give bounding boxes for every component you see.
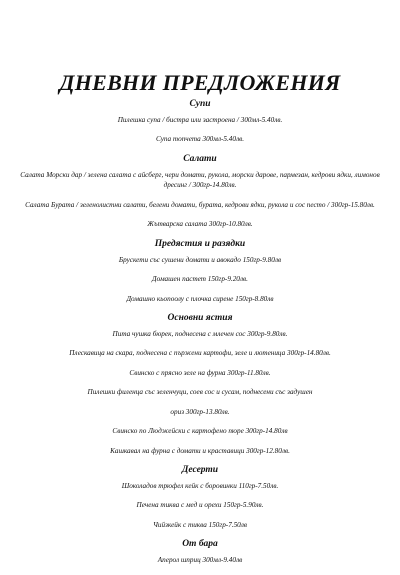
section-heading-mains: Основни ястия bbox=[167, 312, 233, 323]
menu-content bbox=[16, 99, 384, 575]
menu-item: Салата Морски дар / зелена салата с айсберг, чери домати, рукола, морски дарове, пармезан, кедрови ядки, лимонов дресинг / 300гр-14.80лв. bbox=[20, 170, 380, 190]
menu-item: Свинско с прясно зеле на фурна 300гр-11.80лв. bbox=[129, 368, 271, 377]
menu-item: Домашен пастет 150гр-9.20лв. bbox=[152, 275, 248, 284]
page-title: ДНЕВНИ ПРЕДЛОЖЕНИЯ bbox=[59, 70, 341, 95]
menu-item: Чийзкейк с тиква 150гр-7.50лв bbox=[152, 520, 248, 529]
section-heading-appetizers: Предястия и разядки bbox=[154, 238, 246, 249]
menu-item: Жътварска салата 300гр-10.80лв. bbox=[147, 220, 253, 229]
menu-item: ориз 300гр-13.80лв. bbox=[170, 407, 230, 416]
section-heading-desserts: Десерти bbox=[181, 465, 219, 475]
section-heading-soups: Супи bbox=[189, 99, 211, 109]
menu-item: Пилешка супа / бистра или застроена / 300мл-5.40лв. bbox=[117, 116, 283, 124]
menu-item: Салата Бурата / зеленолистни салати, белени домати, бурата, кедрови ядки, рукола и сос песто / 300гр-15.80лв. bbox=[25, 200, 375, 209]
menu-item: Печена тиква с мед и орехи 150гр-5.90лв. bbox=[136, 501, 264, 510]
menu-item: Аперол шприц 300мл-9.40лв bbox=[157, 556, 243, 565]
section-heading-salads: Салати bbox=[183, 153, 217, 164]
menu-item: Супа топчета 300мл-5.40лв. bbox=[155, 135, 245, 144]
menu-item: Пилешки филенца със зеленчуци, соев сос и сусам, поднесени със задушен bbox=[87, 388, 313, 397]
menu-item: Плескавица на скара, поднесена с пържени картофи, зеле и лютеница 300гр-14.80лв. bbox=[69, 349, 331, 358]
menu-item: Брускети със сушени домати и авокадо 150гр-9.80лв bbox=[118, 255, 282, 264]
menu-item: Домашно кьопоолу с плочка сирене 150гр-8.80лв bbox=[126, 294, 274, 303]
menu-item: Кашкавал на фурна с домати и краставици 300гр-12.80лв. bbox=[110, 446, 290, 455]
menu-item: Пита чушка бюрек, поднесена с млечен сос 300гр-9.80лв. bbox=[112, 329, 288, 338]
menu-item: Свинско по Люджейски с картофено пюре 300гр-14.80лв bbox=[112, 427, 288, 436]
menu-item: Шоколадов трюфел кейк с боровинки 110гр-7.50лв. bbox=[121, 482, 279, 490]
section-heading-bar: От бара bbox=[182, 539, 218, 550]
